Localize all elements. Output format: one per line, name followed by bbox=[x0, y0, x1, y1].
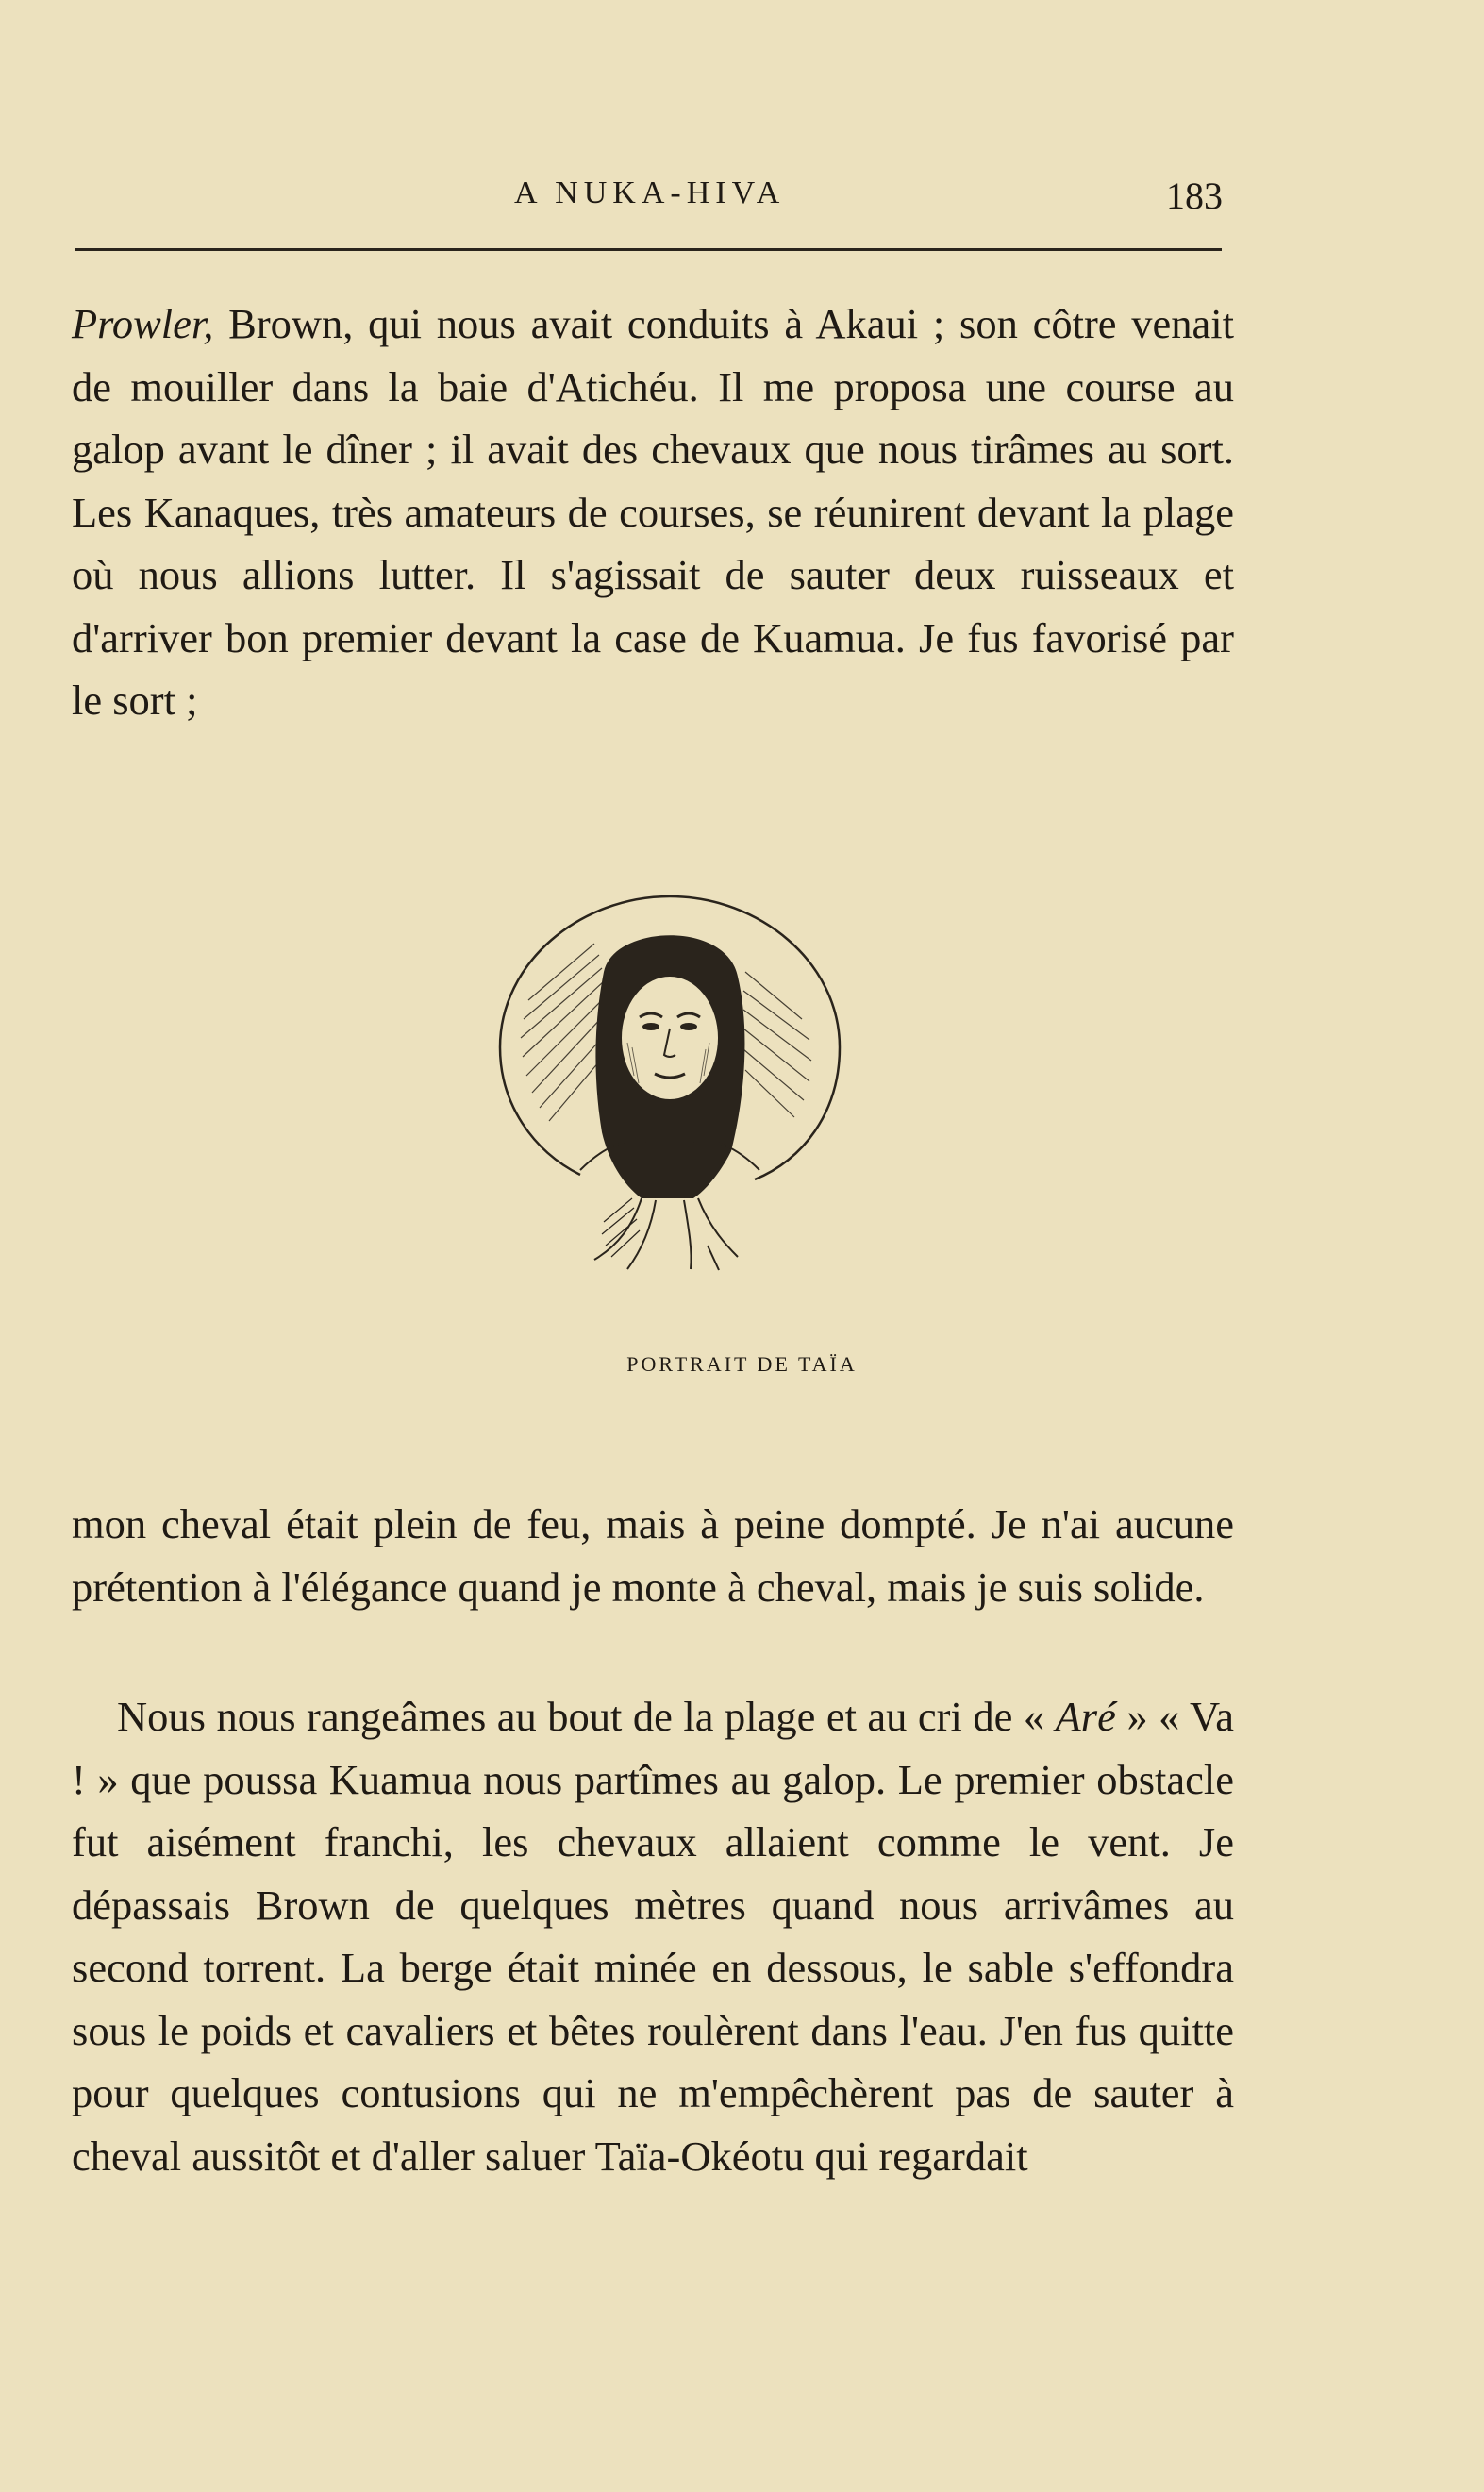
paragraph-3-open: Nous nous rangeâmes au bout de la plage et au cri de « bbox=[117, 1693, 1056, 1740]
paragraph-3 bbox=[72, 1685, 1234, 2187]
running-head bbox=[0, 176, 1484, 223]
header-rule bbox=[75, 248, 1222, 251]
shout-word: Aré bbox=[1055, 1693, 1116, 1740]
running-title: A NUKA-HIVA bbox=[514, 176, 786, 210]
portrait-engraving bbox=[491, 887, 849, 1302]
portrait-illustration bbox=[491, 887, 849, 1302]
paragraph-3-text: » « Va ! » que poussa Kuamua nous partîmes au galop. Le premier obstacle fut aisément franchi, les chevaux allaient comme le vent. Je dépassais Brown de quelques mètres quand nous arrivâmes au second torrent. La berge était minée en dessous, le sable s'effondra sous le poids et cavaliers et bêtes roulèrent dans l'eau. J'en fus quitte pour quelques contusions qui ne m'empêchèrent pas de sauter à cheval aussitôt et d'aller saluer Taïa-Okéotu qui regardait bbox=[72, 1693, 1234, 2180]
paragraph-2: mon cheval était plein de feu, mais à peine dompté. Je n'ai aucune prétention à l'élégance quand je monte à cheval, mais je suis solide. bbox=[72, 1500, 1234, 1611]
paragraph-1-text: Brown, qui nous avait conduits à Akaui ; son côtre venait de mouiller dans la baie d'Atichéu. Il me proposa une course au galop avant le dîner ; il avait des chevaux que nous tirâmes au sort. Les Kanaques, très amateurs de courses, se réunirent devant la plage où nous allions lutter. Il s'agissait de sauter deux ruisseaux et d'arriver bon premier devant la case de Kuamua. Je fus favorisé par le sort ; bbox=[72, 300, 1234, 724]
ship-name: Prowler, bbox=[72, 300, 214, 347]
paragraph-1 bbox=[72, 293, 1234, 732]
page-number: 183 bbox=[1166, 175, 1223, 217]
figure-caption: PORTRAIT DE TAÏA bbox=[626, 1352, 858, 1376]
